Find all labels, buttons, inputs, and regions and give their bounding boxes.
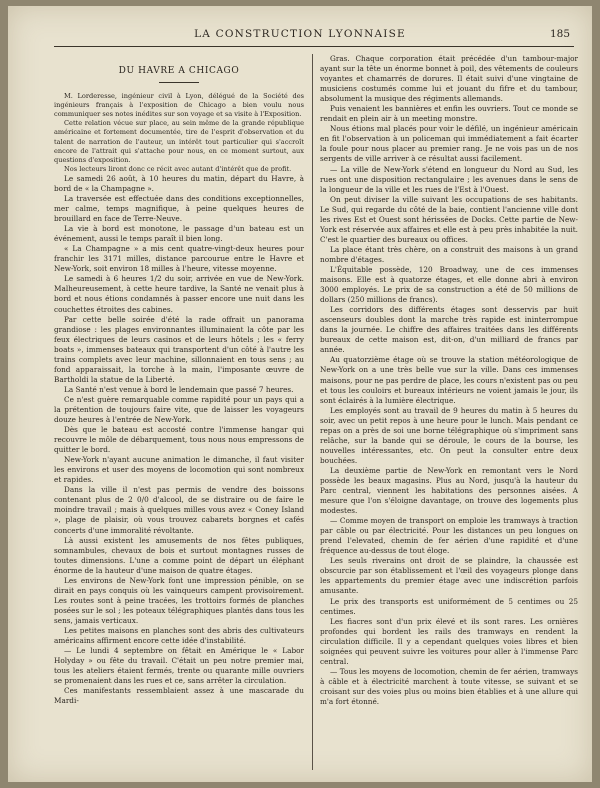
running-title: LA CONSTRUCTION LYONNAISE xyxy=(194,28,406,40)
paragraph: Là aussi existent les amusements de nos fêtes publiques, somnambules, chevaux de bois et surtout montagnes russes de toutes dimensions. L'une a comme point de départ un éléphant énorme de la hauteur d'une maison de quatre étages. xyxy=(54,535,304,575)
paragraph: — La ville de New-York s'étend en longueur du Nord au Sud, les rues ont une disposition rectangulaire ; les avenues dans le sens de la longueur de la ville et les rues de l'Est à l'Ouest. xyxy=(320,164,578,194)
paragraph: Cette relation vécue sur place, au sein même de la grande république américaine et fortement documentée, tire de l'esprit d'observation et du talent de narration de l'auteur, un intérêt tout particulier qui s'accroît encore de l'attrait qui s'attache pour nous, en ce moment surtout, aux questions d'exposition. xyxy=(54,119,304,164)
left-column xyxy=(54,54,304,770)
header-rule xyxy=(54,46,574,47)
paragraph: La traversée est effectuée dans des conditions exceptionnelles, mer calme, temps magnifique, à peine quelques heures de brouillard en face de Terre-Neuve. xyxy=(54,193,304,224)
right-column xyxy=(320,54,578,770)
paragraph: Par cette belle soirée d'été la rade offrait un panorama grandiose : les plages environnantes illuminaient la côte par les feux électriques de leurs casinos et de leurs hôtels ; les « ferry boats », immenses bateaux qui transportent d'un côté à l'autre les trains complets avec leur machine, sillonnaient en tous sens ; au fond apparaissait, la torche à la main, l'imposante œuvre de Bartholdi la statue de la Liberté. xyxy=(54,314,304,384)
paragraph: « La Champagne » a mis cent quatre-vingt-deux heures pour franchir les 3171 milles, distance parcourue entre le Havre et New-York, soit environ 18 milles à l'heure, vitesse moyenne. xyxy=(54,244,304,274)
paragraph: M. Lorderesse, ingénieur civil à Lyon, délégué de la Société des ingénieurs français à l'exposition de Chicago a bien voulu nous communiquer ses notes inédites sur son voyage et sa visite à l'Exposition. xyxy=(54,92,304,119)
book-page xyxy=(8,6,592,782)
paragraph: Le samedi à 6 heures 1/2 du soir, arrivée en vue de New-York. Malheureusement, à cette heure tardive, la Santé ne venait plus à bord et nous étions condamnés à passer encore une nuit dans les couchettes étroites des cabines. xyxy=(54,274,304,314)
paragraph: Ces manifestants ressemblaient assez à une mascarade du Mardi- xyxy=(54,686,304,706)
paragraph: Nous étions mal placés pour voir le défilé, un ingénieur américain en fit l'observation à un policeman qui immédiatement a fait écarter la foule pour nous placer au premier rang. Je ne vois pas un de nos sergents de ville arriver à ce résultat aussi facilement. xyxy=(320,124,578,164)
paragraph: Le samedi 26 août, à 10 heures du matin, départ du Havre, à bord de « la Champagne ». xyxy=(54,173,304,193)
page-number: 185 xyxy=(549,28,570,40)
paragraph: Ce n'est guère remarquable comme rapidité pour un pays qui a la prétention de toujours faire vite, que de laisser les voyageurs douze heures à l'entrée de New-York. xyxy=(54,394,304,425)
paragraph: Dès que le bateau est accosté contre l'immense hangar qui recouvre le môle de débarquement, tous nous nous empressons de quitter le bord. xyxy=(54,425,304,455)
paragraph: Les seuls riverains ont droit de se plaindre, la chaussée est obscurcie par son établissement et l'œil des voyageurs plonge dans les appartements du premier étage avec une indiscrétion parfois amusante. xyxy=(320,556,578,596)
paragraph: New-York n'ayant aucune animation le dimanche, il faut visiter les environs et user des moyens de locomotion qui sont nombreux et rapides. xyxy=(54,455,304,485)
title-rule xyxy=(159,82,199,83)
paragraph: Les petites maisons en planches sont des abris des cultivateurs américains affirment encore cette idée d'instabilité. xyxy=(54,626,304,646)
paragraph: Les corridors des différents étages sont desservis par huit ascenseurs doubles dont la marche très rapide est ininterrompue dans la journée. Le chiffre des affaires traitées dans les différents bureaux de cette maison est, dit-on, d'un milliard de francs par année. xyxy=(320,305,578,355)
paragraph: On peut diviser la ville suivant les occupations de ses habitants. Le Sud, qui regarde du côté de la baie, contient l'ancienne ville dont les rives Est et Ouest sont hérissées de Docks. Cette partie de New-York est réservée aux affaires et elle est à peu près inhabitée la nuit. C'est le quartier des bureaux ou offices. xyxy=(320,194,578,244)
paragraph: Gras. Chaque corporation était précédée d'un tambour-major ayant sur la tête un énorme bonnet à poil, des vêtements de couleurs voyantes et chamarrés de dorures. Il était suivi d'une vingtaine de musiciens costumés comme lui et jouant du fifre et du tambour, absolument la musique des régiments allemands. xyxy=(320,54,578,104)
right-paragraphs xyxy=(320,54,578,707)
column-divider xyxy=(312,54,313,770)
paragraph: Nos lecteurs liront donc ce récit avec autant d'intérêt que de profit. xyxy=(64,164,292,173)
paragraph: La Santé n'est venue à bord le lendemain que passé 7 heures. xyxy=(64,384,294,394)
paragraph: — Comme moyen de transport on emploie les tramways à traction par câble ou par électricité. Pour les distances un peu longues on prend l'elevated, chemin de fer aérien d'une rapidité et d'une fréquence au-dessus de tout éloge. xyxy=(320,516,578,556)
paragraph: La vie à bord est monotone, le passage d'un bateau est un événement, aussi le temps paraît il bien long. xyxy=(54,224,304,244)
paragraph: Les fiacres sont d'un prix élevé et ils sont rares. Les ornières profondes qui bordent les rails des tramways en rendent la circulation difficile. Il y a cependant quelques voies libres et bien soignées qui peuvent suivre les voitures pour aller à l'immense Parc central. xyxy=(320,616,578,666)
paragraph: — Tous les moyens de locomotion, chemin de fer aérien, tramways à câble et à électricité marchent à toute vitesse, se suivant et se croisant sur des voies plus ou moins bien établies et à une allure qui m'a fort étonné. xyxy=(320,666,578,706)
paragraph: La place étant très chère, on a construit des maisons à un grand nombre d'étages. xyxy=(320,244,578,264)
paragraph: Dans la ville il n'est pas permis de vendre des boissons contenant plus de 2 0/0 d'alcool, de se distraire ou de faire le moindre travail ; mais à quelques milles vous avez « Coney Island », plage de plaisir, où vous trouvez cabarets borgnes et cafés concerts d'une immoralité révoltante. xyxy=(54,485,304,535)
paragraph: Le prix des transports est uniformément de 5 centimes ou 25 centimes. xyxy=(320,596,578,616)
left-paragraphs xyxy=(54,92,304,706)
paragraph: — Le lundi 4 septembre on fêtait en Amérique le « Labor Holyday » ou fête du travail. C'était un peu notre premier mai, tous les ateliers étaient fermés, trente ou quarante mille ouvriers se promenaient dans les rues et ce, sans arrêter la circulation. xyxy=(54,646,304,686)
article-title: DU HAVRE A CHICAGO xyxy=(118,66,240,76)
paragraph: Au quatorzième étage où se trouve la station météorologique de New-York on a une très belle vue sur la ville. Dans ces immenses maisons, pour ne pas perdre de place, les cours n'existent pas ou peu et tous les couloirs et bureaux intérieurs ne voient jamais le jour, ils sont éclairés à la lumière électrique. xyxy=(320,355,578,405)
paragraph: La deuxième partie de New-York en remontant vers le Nord possède les beaux magasins. Plus au Nord, jusqu'à la hauteur du Parc central, viennent les habitations des personnes aisées. A mesure que l'on s'éloigne davantage, on trouve des logements plus modestes. xyxy=(320,465,578,516)
paragraph: L'Équitable possède, 120 Broadway, une de ces immenses maisons. Elle est à quatorze étages, et elle donne abri à environ 3000 employés. Le prix de sa construction a été de 50 millions de dollars (250 millions de francs). xyxy=(320,264,578,305)
paragraph: Les employés sont au travail de 9 heures du matin à 5 heures du soir, avec un petit repos à une heure pour le lunch. Mais pendant ce repas on a près de soi une borne télégraphique où s'impriment sans relâche, sur la bande qui se déroule, le cours de la bourse, les nouvelles intéressantes, etc. On peut la consulter entre deux bouchées. xyxy=(320,405,578,465)
paragraph: Les environs de New-York font une impression pénible, on se dirait en pays conquis où les vainqueurs campent provisoirement. Les routes sont à peine tracées, les trottoirs formés de planches posées sur le sol ; les poteaux télégraphiques plantés dans tous les sens, jamais verticaux. xyxy=(54,575,304,625)
paragraph: Puis venaient les bannières et enfin les ouvriers. Tout ce monde se rendait en plein air à un meeting monstre. xyxy=(320,104,578,124)
